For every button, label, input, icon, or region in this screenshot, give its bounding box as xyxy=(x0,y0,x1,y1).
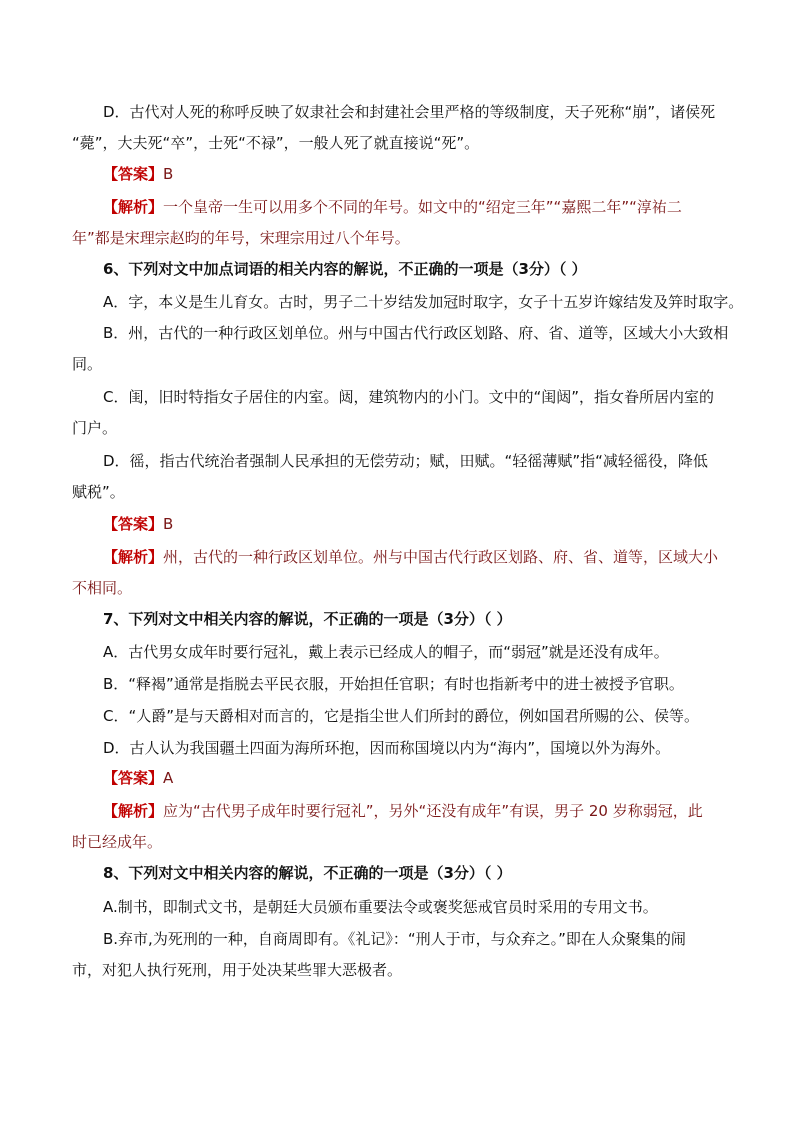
answer-tag: 【答案】 xyxy=(103,515,164,533)
analysis-tag: 【解析】 xyxy=(103,802,164,820)
q5-option-d-line1: D．古代对人死的称呼反映了奴隶社会和封建社会里严格的等级制度，天子死称“崩”，诸侯死 xyxy=(103,103,716,121)
analysis-tag: 【解析】 xyxy=(103,548,164,566)
analysis-text: 应为“古代男子成年时要行冠礼”，另外“还没有成年”有误，男子 20 岁称弱冠，此 xyxy=(163,802,703,820)
q6-option-b-line2: 同。 xyxy=(72,355,103,373)
analysis-text: 州，古代的一种行政区划单位。州与中国古代行政区划路、府、省、道等，区域大小 xyxy=(163,548,719,566)
q6-analysis-line2: 不相同。 xyxy=(72,579,133,597)
q8-option-b-line1: B.弃市,为死刑的一种，自商周即有。《礼记》：“刑人于市，与众弃之。”即在人众聚集的闹 xyxy=(103,930,686,948)
analysis-tag: 【解析】 xyxy=(103,198,164,216)
q5-analysis-line1 xyxy=(103,196,682,218)
q5-analysis-line2: 年”都是宋理宗赵昀的年号，宋理宗用过八个年号。 xyxy=(72,229,410,247)
answer-value: B xyxy=(163,165,174,183)
q8-question: 8、下列对文中相关内容的解说，不正确的一项是（3分）（ ） xyxy=(103,864,512,882)
q8-option-b-line2: 市，对犯人执行死刑，用于处决某些罪大恶极者。 xyxy=(72,961,403,979)
q7-option-d: D．古人认为我国疆土四面为海所环抱，因而称国境以内为“海内”，国境以外为海外。 xyxy=(103,739,671,757)
q7-answer xyxy=(103,767,173,789)
answer-tag: 【答案】 xyxy=(103,769,164,787)
q7-option-a: A．古代男女成年时要行冠礼，戴上表示已经成人的帽子，而“弱冠”就是还没有成年。 xyxy=(103,643,669,661)
q7-question: 7、下列对文中相关内容的解说，不正确的一项是（3分）（ ） xyxy=(103,610,512,628)
q6-answer xyxy=(103,513,173,535)
q7-option-c: C．“人爵”是与天爵相对而言的，它是指尘世人们所封的爵位，例如国君所赐的公、侯等。 xyxy=(103,707,700,725)
q7-analysis-line1 xyxy=(103,800,703,822)
q6-option-b-line1: B．州，古代的一种行政区划单位。州与中国古代行政区划路、府、省、道等，区域大小大致相 xyxy=(103,324,729,342)
q8-option-a: A.制书，即制式文书，是朝廷大员颁布重要法令或褒奖惩戒官员时采用的专用文书。 xyxy=(103,898,658,916)
analysis-text: 一个皇帝一生可以用多个不同的年号。如文中的“绍定三年”“嘉熙二年”“淳祐二 xyxy=(163,198,682,216)
q6-option-c-line2: 门户。 xyxy=(72,419,118,437)
q6-option-d-line1: D．徭，指古代统治者强制人民承担的无偿劳动；赋，田赋。“轻徭薄赋”指“减轻徭役，降低 xyxy=(103,452,708,470)
q6-option-d-line2: 赋税”。 xyxy=(72,483,125,501)
q6-question: 6、下列对文中加点词语的相关内容的解说，不正确的一项是（3分）（ ） xyxy=(103,260,587,278)
q7-analysis-line2: 时已经成年。 xyxy=(72,833,163,851)
q6-option-a: A．字，本义是生儿育女。古时，男子二十岁结发加冠时取字，女子十五岁许嫁结发及笄时取字。 xyxy=(103,293,744,311)
q5-answer xyxy=(103,163,173,185)
answer-tag: 【答案】 xyxy=(103,165,164,183)
answer-value: A xyxy=(163,769,174,787)
q6-option-c-line1: C．闺，旧时特指女子居住的内室。闼，建筑物内的小门。文中的“闺闼”，指女眷所居内室的 xyxy=(103,388,715,406)
answer-value: B xyxy=(163,515,174,533)
q7-option-b: B．“释褐”通常是指脱去平民衣服，开始担任官职；有时也指新考中的进士被授予官职。 xyxy=(103,675,684,693)
q6-analysis-line1 xyxy=(103,546,718,568)
q5-option-d-line2: “薨”，大夫死“卒”，士死“不禄”，一般人死了就直接说“死”。 xyxy=(72,134,480,152)
